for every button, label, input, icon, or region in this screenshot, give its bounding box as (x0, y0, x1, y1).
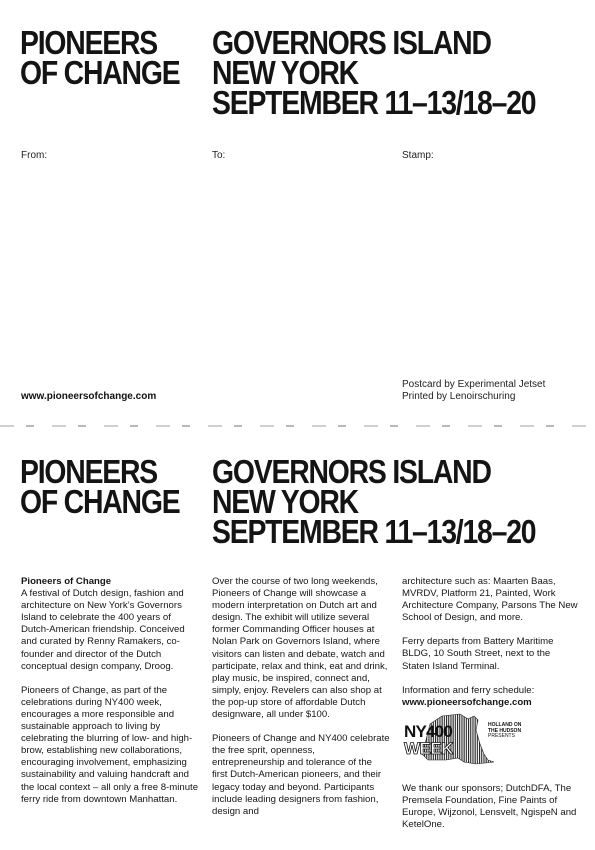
back-title-line-2: OF CHANGE (20, 483, 180, 520)
column-1-paragraph-1: A festival of Dutch design, fashion and architecture on New York’s Governors Island to celebrate the 400 years of Dutch-American friendship. Conceived and curated by Renny Ramakers, co-founder and director of the Dutch conceptual design company, Droog. (21, 588, 185, 672)
logo-text-ny400: NY400 (404, 722, 452, 741)
front-title-line-1: PIONEERS (20, 24, 158, 61)
back-title (20, 453, 180, 520)
front-event-dates: SEPTEMBER 11–13/18–20 (212, 84, 536, 121)
cut-line (0, 425, 595, 427)
designer-credit: Postcard by Experimental Jetset (402, 379, 546, 390)
logo-tagline (488, 723, 521, 740)
column-3-paragraph-2: Ferry departs from Battery Maritime BLDG, 10 South Street, next to the Staten Island Terminal. (402, 636, 554, 672)
logo-tagline-line-3: PRESENTS (488, 733, 515, 739)
text-column-3 (402, 576, 580, 709)
front-event-location: GOVERNORS ISLAND (212, 24, 491, 61)
sponsors-text: We thank our sponsors; DutchDFA, The Premsela Foundation, Fine Paints of Europe, Wijzonol, Lensvelt, NgispeN and KetelOne. (402, 783, 577, 831)
logo-tagline-line-1: HOLLAND ON (488, 722, 522, 728)
ny400-week-logo (402, 710, 522, 770)
postcard-credits (402, 379, 545, 403)
front-title (20, 24, 180, 91)
front-event-city: NEW YORK (212, 54, 358, 91)
logo-tagline-line-2: THE HUDSON (488, 727, 522, 734)
column-3-paragraph-1: architecture such as: Maarten Baas, MVRDV, Platform 21, Painted, Work Architecture Company, Parsons The New School of Design, and more. (402, 576, 578, 624)
column-1-paragraph-2: Pioneers of Change, as part of the celebrations during NY400 week, encourages a more responsible and sustainable approach to living by celebrating the blurring of low- and high-brow, establishing new collaborations, encouraging involvement, emphasizing sustainability and valuing handcraft and the local context – all only a free 8-minute ferry ride from downtown Manhattan. (21, 684, 199, 805)
back-event-dates: SEPTEMBER 11–13/18–20 (212, 513, 536, 550)
to-label: To: (212, 150, 226, 161)
front-event-info (212, 24, 536, 121)
stamp-label: Stamp: (402, 150, 434, 161)
info-label: Information and ferry schedule: (402, 684, 535, 696)
column-1-heading: Pioneers of Change (21, 576, 112, 587)
back-website-link[interactable]: www.pioneersofchange.com (402, 696, 532, 708)
front-website-link[interactable]: www.pioneersofchange.com (21, 391, 157, 402)
logo-text-week: WEEK (404, 739, 453, 758)
from-label: From: (21, 150, 48, 161)
text-column-2 (212, 576, 390, 830)
text-column-1 (21, 576, 199, 818)
back-event-info (212, 453, 536, 550)
back-event-location: GOVERNORS ISLAND (212, 453, 491, 490)
column-2-paragraph-1: Over the course of two long weekends, Pioneers of Change will showcase a modern interpretation on Dutch art and design. The exhibit will utilize several former Commanding Officer houses at Nolan Park on Governors Island, where visitors can listen and debate, watch and participate, relax and think, eat and drink, play music, be inspired, connect and, simply, enjoy. Revelers can also shop at the pop-up store of affordable Dutch designware, all under $100. (212, 576, 388, 721)
back-event-city: NEW YORK (212, 483, 358, 520)
front-title-line-2: OF CHANGE (20, 54, 180, 91)
back-title-line-1: PIONEERS (20, 453, 158, 490)
printer-credit: Printed by Lenoirschuring (402, 391, 516, 402)
column-2-paragraph-2: Pioneers of Change and NY400 celebrate the free sprit, openness, entrepreneurship and tolerance of the first Dutch-American pioneers, and their legacy today and beyond. Participants include leading designers from fashion, design and (212, 733, 390, 817)
